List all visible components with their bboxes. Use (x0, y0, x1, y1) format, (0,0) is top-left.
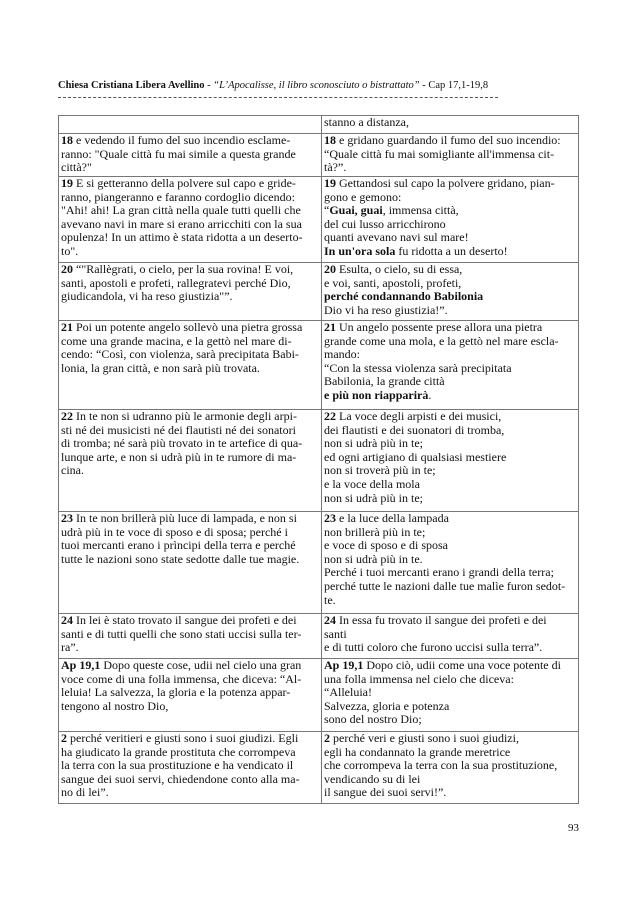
bold-segment: 18 (324, 133, 336, 147)
bold-segment: Guai, guai (329, 203, 383, 218)
text-line (324, 464, 575, 478)
header-sep: - (204, 80, 214, 91)
text-line (324, 773, 575, 787)
verse-cell-standard (59, 614, 322, 659)
text-line (61, 148, 318, 162)
text-line (324, 277, 575, 291)
text-line (324, 526, 575, 540)
text-line (61, 451, 318, 465)
text-line (61, 759, 318, 773)
bold-segment: 23 (61, 511, 73, 525)
text-segment: grande come una mola, e la gettò nel mare escla- (324, 333, 559, 348)
bold-segment: e più non riapparirà (324, 387, 429, 402)
text-segment: . (428, 387, 432, 402)
text-line (324, 746, 575, 760)
text-segment: lunque arte, e non si udrà più in te rumore di ma- (61, 449, 297, 464)
text-segment: Babilonia, la grande città (324, 374, 445, 389)
text-segment: avevano navi in mare si erano arricchiti con la sua (61, 216, 302, 231)
text-line (61, 553, 318, 567)
text-line (61, 410, 318, 424)
text-line (324, 641, 575, 655)
text-line (324, 410, 575, 424)
text-segment: il sangue dei suoi servi!”. (324, 785, 447, 800)
text-segment: leluia! La salvezza, la gloria e la potenza appar- (61, 685, 291, 700)
text-line (61, 512, 318, 526)
text-segment: cendo: “Così, con violenza, sarà precipitata Babi- (61, 347, 299, 362)
text-segment: ranno, piangeranno e faranno cordoglio dicendo: (61, 189, 295, 204)
text-segment: la terra con la sua prostituzione e ha vendicato il (61, 758, 294, 773)
text-segment: e la voce della mola (324, 476, 420, 491)
text-segment: Dio vi ha reso giustizia!”. (324, 302, 448, 317)
text-segment: non si troverà più in te; (324, 463, 436, 478)
text-segment: lonia, la gran città, e non sarà più trovata. (61, 360, 260, 375)
text-line (324, 492, 575, 506)
text-segment: e di tutti coloro che furono uccisi sulla terra”. (324, 640, 543, 655)
text-line (61, 628, 318, 642)
text-line (61, 335, 318, 349)
text-line (324, 700, 575, 714)
text-segment: In te non brillerà più luce di lampada, e non si (73, 511, 297, 525)
text-segment: tà?”. (324, 160, 347, 175)
text-segment: “Con la stessa violenza sarà precipitata (324, 360, 512, 375)
text-line (324, 628, 575, 642)
verse-cell-standard (59, 410, 322, 512)
text-segment: ranno: "Quale città fu mai simile a questa grande (61, 146, 296, 161)
text-segment: santi (324, 626, 347, 641)
text-segment: La voce degli arpisti e dei musici, (336, 409, 502, 423)
text-segment: di tromba; né sarà più trovato in te artefice di qua- (61, 436, 303, 451)
text-line (324, 686, 575, 700)
text-line (324, 134, 575, 148)
verse-row (59, 321, 579, 410)
text-line (324, 245, 575, 259)
text-segment: città?" (61, 160, 92, 175)
text-segment: no di lei”. (61, 785, 109, 800)
text-line (324, 348, 575, 362)
verse-cell-poetic (322, 116, 579, 134)
text-line (61, 290, 318, 304)
text-segment: Un angelo possente prese allora una pietra (336, 320, 543, 334)
verse-cell-poetic (322, 732, 579, 804)
text-line (324, 375, 575, 389)
text-segment: una folla immensa nel cielo che diceva: (324, 671, 514, 686)
text-line (324, 321, 575, 335)
text-segment: "Ahi! ahi! La gran città nella quale tutti quelli che (61, 203, 301, 218)
text-line (61, 614, 318, 628)
text-line (324, 732, 575, 746)
text-segment: e voce di sposo e di sposa (324, 538, 448, 553)
text-segment: “Quale città fu mai somigliante all'immensa cit- (324, 146, 555, 161)
bold-segment: 24 (324, 613, 336, 627)
text-line (324, 204, 575, 218)
header-divider (58, 97, 498, 98)
text-line (324, 437, 575, 451)
text-line (324, 191, 575, 205)
text-line (324, 594, 575, 608)
verse-cell-standard (59, 659, 322, 732)
text-line (324, 263, 575, 277)
text-segment: udrà più in te voce di sposo e di sposa; perché i (61, 524, 288, 539)
text-segment: tuoi mercanti erano i prìncipi della terra e perché (61, 538, 296, 553)
text-line (324, 290, 575, 304)
text-line (61, 321, 318, 335)
verse-cell-poetic (322, 614, 579, 659)
verse-row (59, 512, 579, 614)
text-line (324, 362, 575, 376)
text-segment: In te non si udranno più le armonie degli arpi- (73, 409, 297, 423)
bold-segment: 18 (61, 133, 73, 147)
text-line (324, 218, 575, 232)
text-segment: egli ha condannato la grande meretrice (324, 744, 511, 759)
text-line (61, 263, 318, 277)
text-segment: santi e di tutti quelli che sono stati uccisi sulla ter- (61, 626, 302, 641)
bold-segment: Ap 19,1 (324, 658, 364, 672)
text-line (61, 526, 318, 540)
text-line (324, 673, 575, 687)
text-segment: tutte le nazioni sono state sedotte dalle tue magie. (61, 551, 300, 566)
text-segment: perché veritieri e giusti sono i suoi giudizi. Egli (67, 731, 299, 745)
bold-segment: 21 (324, 320, 336, 334)
text-line (61, 231, 318, 245)
text-segment: non si udrà più in te; (324, 436, 423, 451)
verse-cell-standard (59, 263, 322, 321)
text-line (324, 389, 575, 403)
text-segment: sono del nostro Dio; (324, 712, 422, 727)
text-line (324, 786, 575, 800)
text-line (324, 713, 575, 727)
text-line (324, 566, 575, 580)
text-segment: cina. (61, 463, 84, 478)
text-segment: “ (324, 203, 330, 218)
text-segment: tengono al nostro Dio, (61, 698, 169, 713)
verse-cell-standard (59, 321, 322, 410)
text-segment: voce come di una folla immensa, che diceva: “Al- (61, 671, 302, 686)
text-line (324, 553, 575, 567)
bold-segment: 21 (61, 320, 73, 334)
text-segment: In essa fu trovato il sangue dei profeti e dei (336, 613, 547, 627)
text-segment: perché veri e giusti sono i suoi giudizi, (330, 731, 519, 745)
text-segment: Dopo ciò, udii come una voce potente di (363, 658, 561, 672)
verse-cell-standard (59, 177, 322, 263)
text-line (61, 177, 318, 191)
verse-row (59, 177, 579, 263)
bold-segment: 2 (61, 731, 67, 745)
text-segment: quanti avevano navi sul mare! (324, 230, 469, 245)
bold-segment: 22 (324, 409, 336, 423)
verse-cell-poetic (322, 134, 579, 177)
text-segment: santi, apostoli e profeti, rallegratevi perché Dio, (61, 275, 291, 290)
verse-cell-poetic (322, 512, 579, 614)
verse-cell-poetic (322, 410, 579, 512)
text-segment: mando: (324, 347, 360, 362)
text-line (324, 759, 575, 773)
verse-cell-standard (59, 116, 322, 134)
text-line (324, 659, 575, 673)
text-segment: del cui lusso arricchirono (324, 216, 446, 231)
verse-cell-standard (59, 134, 322, 177)
text-line (61, 191, 318, 205)
text-line (324, 580, 575, 594)
text-line (61, 686, 318, 700)
bold-segment: In un'ora sola (324, 243, 396, 258)
text-line (324, 304, 575, 318)
text-segment: ra”. (61, 640, 79, 655)
verse-cell-poetic (322, 177, 579, 263)
page-number: 93 (568, 822, 579, 834)
text-line (61, 732, 318, 746)
text-line (61, 539, 318, 553)
text-line (61, 348, 318, 362)
text-line (61, 245, 318, 259)
text-line (61, 437, 318, 451)
verse-cell-standard (59, 512, 322, 614)
bold-segment: 24 (61, 613, 73, 627)
text-segment: e vedendo il fumo del suo incendio esclame- (73, 133, 291, 147)
text-line (61, 218, 318, 232)
text-line (61, 161, 318, 175)
text-line (61, 204, 318, 218)
text-segment: Salvezza, gloria e potenza (324, 698, 450, 713)
bold-segment: 2 (324, 731, 330, 745)
text-line (61, 134, 318, 148)
verse-row (59, 732, 579, 804)
text-line (61, 641, 318, 655)
comparison-table (58, 115, 579, 804)
text-segment: giudicandola, vi ha reso giustizia"”. (61, 289, 233, 304)
text-segment: come una grande macina, e la gettò nel mare di- (61, 333, 292, 348)
text-line (61, 773, 318, 787)
text-segment: sti né dei musicisti né dei flautisti né dei sonatori (61, 422, 296, 437)
text-segment: non si udrà più in te; (324, 490, 423, 505)
text-segment: Gettandosi sul capo la polvere gridano, pian- (336, 176, 555, 190)
text-segment: to". (61, 243, 79, 258)
text-line (324, 512, 575, 526)
text-segment: dei flautisti e dei suonatori di tromba, (324, 422, 505, 437)
text-segment: “Alleluia! (324, 685, 372, 700)
verse-row (59, 614, 579, 659)
text-segment: gono e gemono: (324, 189, 402, 204)
bold-segment: 20 (324, 262, 336, 276)
text-line (61, 277, 318, 291)
verse-row (59, 263, 579, 321)
text-line (324, 116, 575, 130)
text-line (61, 464, 318, 478)
verse-cell-standard (59, 732, 322, 804)
text-line (324, 424, 575, 438)
comparison-table-body (59, 116, 579, 804)
text-line (324, 161, 575, 175)
text-segment: vendicando su di lei (324, 771, 421, 786)
text-segment: E si getteranno della polvere sul capo e gride- (73, 176, 296, 190)
text-line (324, 539, 575, 553)
text-segment: che corrompeva la terra con la sua prostituzione, (324, 758, 558, 773)
text-line (61, 746, 318, 760)
header-book-title: “L’Apocalisse, il libro sconosciuto o bistrattato” (213, 80, 420, 91)
text-line (61, 424, 318, 438)
text-line (324, 177, 575, 191)
bold-segment: Ap 19,1 (61, 658, 101, 672)
text-segment: e la luce della lampada (336, 511, 449, 525)
verse-row (59, 659, 579, 732)
text-line (61, 700, 318, 714)
text-segment: stanno a distanza, (324, 115, 409, 129)
bold-segment: 19 (61, 176, 73, 190)
text-line (324, 335, 575, 349)
verse-cell-poetic (322, 321, 579, 410)
text-line (61, 786, 318, 800)
header-org: Chiesa Cristiana Libera Avellino (58, 80, 205, 91)
verse-cell-poetic (322, 263, 579, 321)
text-segment: Perché i tuoi mercanti erano i grandi della terra; (324, 565, 554, 580)
text-segment: te. (324, 592, 336, 607)
text-segment: non brillerà più in te; (324, 524, 426, 539)
text-line (324, 478, 575, 492)
text-segment: sangue dei suoi servi, chiedendone conto alla ma- (61, 771, 300, 786)
text-segment: In lei è stato trovato il sangue dei profeti e dei (73, 613, 297, 627)
text-segment: perché tutte le nazioni dalle tue malìe furon sedot- (324, 578, 566, 593)
text-segment: , immensa città, (382, 203, 459, 218)
text-line (324, 614, 575, 628)
text-line (324, 231, 575, 245)
text-line (324, 451, 575, 465)
bold-segment: 19 (324, 176, 336, 190)
text-line (324, 148, 575, 162)
text-segment: Poi un potente angelo sollevò una pietra grossa (73, 320, 303, 334)
bold-segment: 23 (324, 511, 336, 525)
verse-row (59, 410, 579, 512)
text-segment: opulenza! In un attimo è stata ridotta a un deserto- (61, 230, 303, 245)
text-line (61, 659, 318, 673)
bold-segment: 22 (61, 409, 73, 423)
text-segment: “"Rallègrati, o cielo, per la sua rovina! E voi, (73, 262, 294, 276)
text-segment: ha giudicato la grande prostituta che corrompeva (61, 744, 296, 759)
text-line (61, 362, 318, 376)
bold-segment: 20 (61, 262, 73, 276)
bold-segment: perché condannando Babilonia (324, 289, 484, 304)
text-line (61, 673, 318, 687)
text-segment: e gridano guardando il fumo del suo incendio: (336, 133, 561, 147)
text-segment: e voi, santi, apostoli, profeti, (324, 275, 462, 290)
text-segment: Esulta, o cielo, su di essa, (336, 262, 463, 276)
text-segment: non si udrà più in te. (324, 551, 423, 566)
page-header (58, 80, 583, 91)
text-segment: ed ogni artigiano di qualsiasi mestiere (324, 449, 507, 464)
text-segment: Dopo queste cose, udii nel cielo una gran (100, 658, 302, 672)
verse-row (59, 116, 579, 134)
text-segment: fu ridotta a un deserto! (395, 243, 508, 258)
verse-cell-poetic (322, 659, 579, 732)
header-chapter: - Cap 17,1-19,8 (419, 80, 489, 91)
verse-row (59, 134, 579, 177)
